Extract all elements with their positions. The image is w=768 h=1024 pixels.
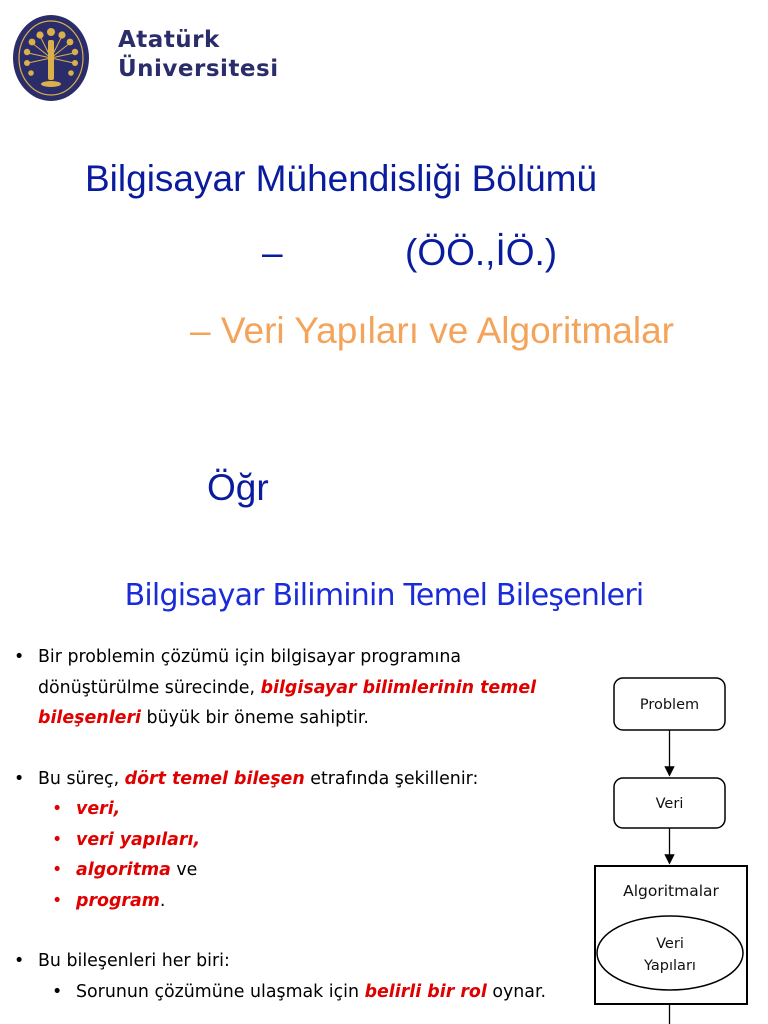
department-title: Bilgisayar Mühendisliği Bölümü	[85, 158, 598, 199]
bullet-dot: •	[52, 981, 63, 1002]
course-title: – Veri Yapıları ve Algoritmalar	[190, 310, 674, 351]
bullet1-emphasis: bilgisayar bilimlerinin temel bileşenleri	[38, 677, 537, 728]
component-veri-yapilari: veri yapıları,	[76, 829, 201, 850]
title-dash: –	[262, 232, 283, 273]
component-algoritma-suffix: ve	[170, 860, 198, 880]
bullet2-text1: Bu süreç,	[38, 768, 125, 789]
content-slide-title: Bilgisayar Biliminin Temel Bileşenleri	[124, 578, 644, 613]
university-name-line1: Atatürk	[118, 27, 220, 53]
red-bullet-dot: •	[52, 890, 63, 911]
ataturk-university-logo	[12, 14, 90, 102]
veri-box-label: Veri	[655, 796, 684, 812]
bullet-dot: •	[14, 647, 25, 667]
problem-box-label: Problem	[639, 697, 700, 713]
subbullet-emphasis: belirli bir rol	[364, 981, 487, 1002]
bullet2-text2: etrafında şekillenir:	[304, 768, 479, 789]
university-name	[118, 26, 279, 84]
component-program: program	[76, 890, 160, 911]
component-veri: veri,	[76, 799, 121, 819]
veri-yapilari-ellipse	[597, 916, 743, 990]
subbullet-text2: oynar.	[486, 981, 547, 1002]
bullet-dot: •	[14, 951, 25, 971]
bullet-dot: •	[14, 768, 25, 789]
program-label: (ÖÖ.,İÖ.)	[405, 232, 558, 273]
ellipse-label-line2: Yapıları	[644, 958, 696, 974]
bullet2-emphasis: dört temel bileşen	[124, 768, 305, 789]
ellipse-label-line1: Veri	[656, 936, 684, 952]
red-bullet-dot: •	[52, 829, 63, 850]
bullet1-text1: Bir problemin çözümü için bilgisayar programına dönüştürülme sürecinde,	[38, 647, 462, 698]
red-bullet-dot: •	[52, 860, 63, 880]
component-flow-diagram	[0, 560, 768, 1024]
instructor-prefix: Öğr	[207, 467, 269, 508]
content-slide	[0, 560, 768, 1024]
component-algoritma: algoritma	[76, 860, 171, 880]
component-program-suffix: .	[159, 890, 166, 911]
algoritmalar-box-label: Algoritmalar	[623, 882, 719, 900]
university-name-line2: Üniversitesi	[118, 56, 279, 82]
subbullet-text1: Sorunun çözümüne ulaşmak için	[76, 981, 365, 1002]
bullet1-text2: büyük bir öneme sahiptir.	[141, 708, 369, 728]
red-bullet-dot: •	[52, 799, 63, 819]
bullet3-text: Bu bileşenleri her biri:	[38, 951, 230, 971]
